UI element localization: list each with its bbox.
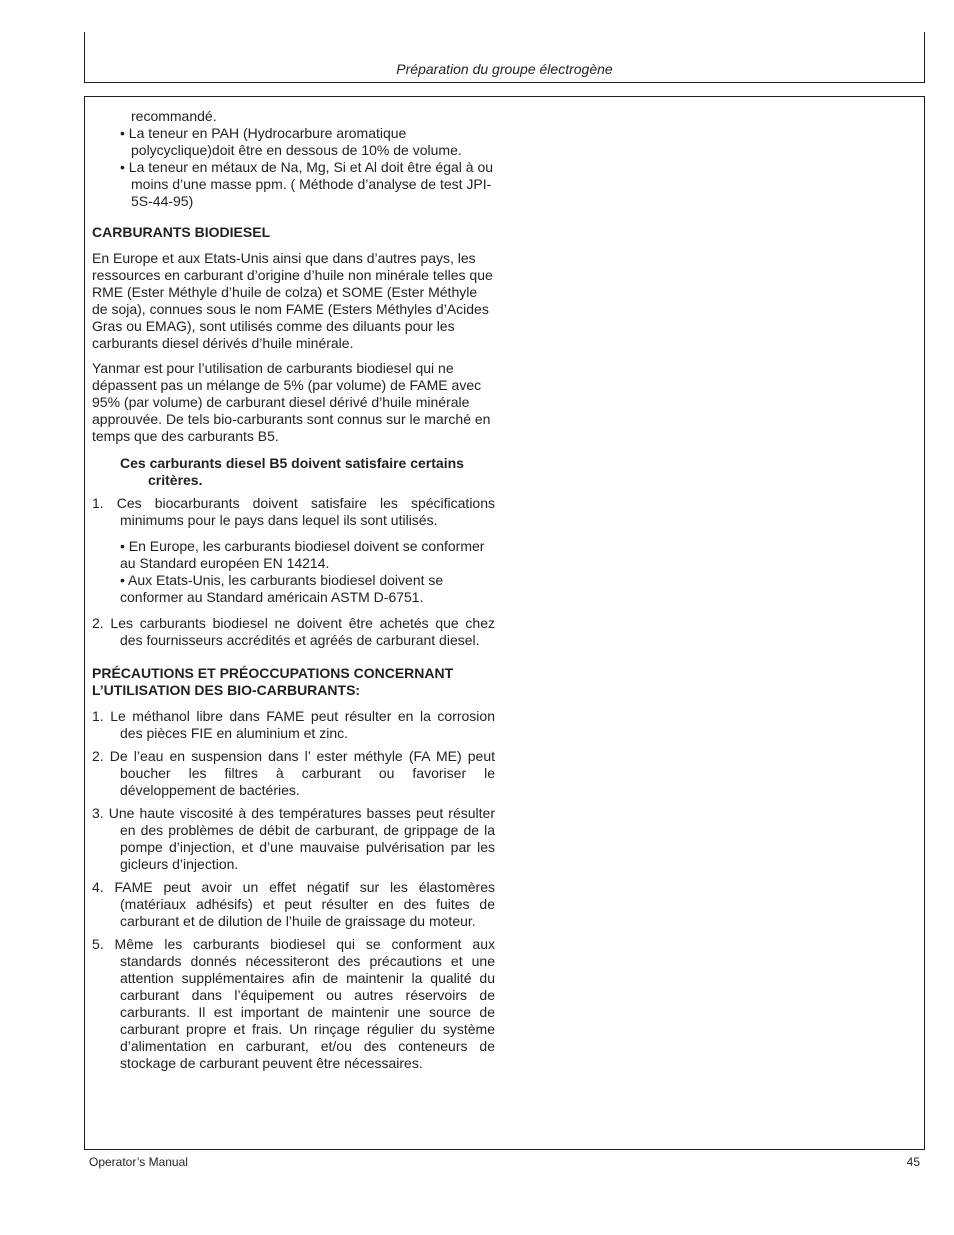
numbered-item: 3. Une haute viscosité à des températures basses peut résulter en des problèmes de débit de carburant, de grippage de la pompe d’injection, et d’une mauvaise pulvérisation par les gicleurs d’injection. xyxy=(92,805,495,872)
page-number: 45 xyxy=(906,1155,920,1169)
page-header xyxy=(84,32,925,83)
numbered-item: 5. Même les carburants biodiesel qui se conforment aux standards donnés nécessiteront des précautions et une attention supplémentaires afin de maintenir la qualité du carburant dans l’équipement ou autres réservoirs de carburants. Il est important de maintenir une source de carburant propre et frais. Un rinçage régulier du système d’alimentation en carburant, et/ou des conteneurs de stockage de carburant peuvent être nécessaires. xyxy=(92,936,495,1071)
numbered-item: 2. Les carburants biodiesel ne doivent être achetés que chez des fournisseurs accrédités et agréés de carburant diesel. xyxy=(92,615,495,648)
numbered-item: 4. FAME peut avoir un effet négatif sur les élastomères (matériaux adhésifs) et peut résulter en des fuites de carburant et de dilution de l’huile de graissage du moteur. xyxy=(92,879,495,929)
manual-title: Operator’s Manual xyxy=(89,1155,188,1169)
section-heading: CARBURANTS BIODIESEL xyxy=(92,224,271,240)
bullet-item: • La teneur en métaux de Na, Mg, Si et Al doit être égal à ou moins d’une masse ppm. ( Méthode d’analyse de test JPI-5S-44-95) xyxy=(120,159,494,209)
continuation-text: recommandé. xyxy=(131,108,217,124)
bullet-item: • La teneur en PAH (Hydrocarbure aromatique polycyclique)doit être en dessous de 10% de volume. xyxy=(120,125,462,158)
numbered-item: 1. Ces biocarburants doivent satisfaire les spécifications minimums pour le pays dans lequel ils sont utilisés. xyxy=(92,495,495,528)
section-heading: PRÉCAUTIONS ET PRÉOCCUPATIONS CONCERNANT L’UTILISATION DES BIO-CARBURANTS: xyxy=(92,665,454,698)
sub-bullet-item: • En Europe, les carburants biodiesel doivent se conformer au Standard européen EN 14214. xyxy=(120,538,485,571)
numbered-item: 2. De l’eau en suspension dans l’ ester méthyle (FA ME) peut boucher les filtres à carburant ou favoriser le développement de bactéries. xyxy=(92,748,495,798)
content-frame xyxy=(84,96,925,1150)
text-column xyxy=(92,108,495,1078)
note-text: Ces carburants diesel B5 doivent satisfaire certains critères. xyxy=(120,455,464,488)
numbered-item: 1. Le méthanol libre dans FAME peut résulter en la corrosion des pièces FIE en aluminium et zinc. xyxy=(92,708,495,741)
section-title: Préparation du groupe électrogène xyxy=(396,61,613,77)
paragraph: En Europe et aux Etats-Unis ainsi que dans d’autres pays, les ressources en carburant d’origine d’huile non minérale telles que RME (Ester Méthyle d’huile de colza) et SOME (Ester Méthyle de soja), connues sous le nom FAME (Esters Méthyles d’Acides Gras ou EMAG), sont utilisés comme des diluants pour les carburants diesel dérivés d’huile minérale. xyxy=(92,250,493,351)
sub-bullet-item: • Aux Etats-Unis, les carburants biodiesel doivent se conformer au Standard américain ASTM D-6751. xyxy=(120,572,444,605)
paragraph: Yanmar est pour l’utilisation de carburants biodiesel qui ne dépassent pas un mélange de 5% (par volume) de FAME avec 95% (par volume) de carburant diesel dérivé d’huile minérale approuvée. De tels bio-carburants sont connus sur le marché en temps que des carburants B5. xyxy=(92,360,491,444)
